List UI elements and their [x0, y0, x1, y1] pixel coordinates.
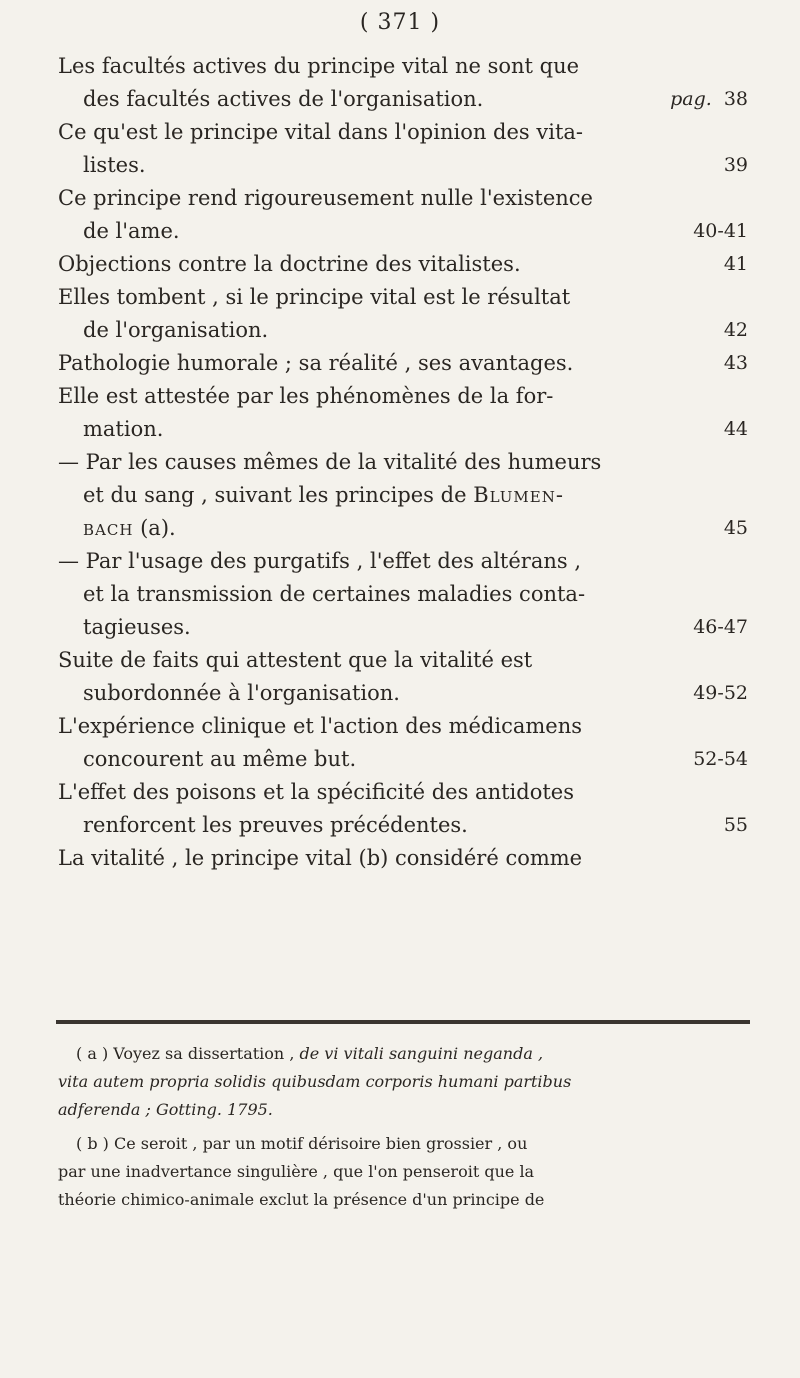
table-of-contents	[58, 50, 748, 875]
footnote-title: adferenda ;	[58, 1100, 151, 1119]
toc-entry	[58, 446, 748, 545]
footnote-title: vita autem propria solidis quibusdam corporis humani partibus	[58, 1072, 572, 1091]
entry-line: tagieuses.	[83, 615, 191, 639]
author-name: bach	[83, 516, 134, 540]
entry-line: subordonnée à l'organisation.	[83, 681, 400, 705]
footnote-text: Ce seroit , par un motif dérisoire bien grossier , ou	[114, 1134, 528, 1153]
footnote-marker: ( a )	[76, 1044, 109, 1063]
toc-entry	[58, 710, 748, 776]
entry-line: Objections contre la doctrine des vitalistes.	[58, 252, 521, 276]
entry-line: Ce qu'est le principe vital dans l'opinion des vita-	[58, 120, 583, 144]
page-ref: 39	[723, 154, 748, 176]
entry-line: Les facultés actives du principe vital ne sont que	[58, 54, 580, 78]
footnote-marker: ( b )	[76, 1134, 109, 1153]
toc-entry	[58, 842, 748, 875]
page-ref: 38	[723, 88, 748, 110]
page-ref: 55	[723, 814, 748, 836]
page-ref: 52-54	[693, 748, 748, 770]
entry-line: Suite de faits qui attestent que la vitalité est	[58, 648, 533, 672]
pag-label: pag.	[670, 88, 712, 110]
entry-line: Ce principe rend rigoureusement nulle l'existence	[58, 186, 593, 210]
footnotes	[58, 1040, 748, 1214]
page-ref: 46-47	[693, 616, 748, 638]
page-ref: 43	[723, 352, 748, 374]
page-ref: 45	[723, 517, 748, 539]
entry-line: — Par les causes mêmes de la vitalité des humeurs	[58, 450, 602, 474]
page-ref: 41	[723, 253, 748, 275]
entry-line: La vitalité , le principe vital (b) considéré comme	[58, 846, 583, 870]
page-number: ( 371 )	[359, 10, 441, 35]
entry-line: de l'ame.	[83, 219, 180, 243]
toc-entry	[58, 281, 748, 347]
entry-line: et la transmission de certaines maladies conta-	[83, 582, 586, 606]
toc-entry	[58, 182, 748, 248]
author-name: Blumen-	[473, 483, 564, 507]
page-ref: 42	[723, 319, 748, 341]
toc-entry	[58, 50, 748, 116]
toc-entry	[58, 380, 748, 446]
entry-line: listes.	[83, 153, 146, 177]
toc-entry	[58, 347, 748, 380]
footnote-year: 1795.	[227, 1100, 273, 1119]
footnote-ref: (a).	[140, 516, 176, 540]
toc-entry	[58, 116, 748, 182]
entry-line: Elle est attestée par les phénomènes de la for-	[58, 384, 554, 408]
toc-entry	[58, 776, 748, 842]
footnote-a	[58, 1040, 748, 1124]
footnote-text: Voyez sa dissertation ,	[113, 1044, 295, 1063]
page-ref: 44	[723, 418, 748, 440]
entry-line: L'effet des poisons et la spécificité des antidotes	[58, 780, 574, 804]
entry-line: concourent au même but.	[83, 747, 357, 771]
footnote-title: de vi vitali sanguini neganda ,	[299, 1044, 544, 1063]
page-ref: 49-52	[693, 682, 748, 704]
entry-line: renforcent les preuves précédentes.	[83, 813, 468, 837]
page-ref: 40-41	[693, 220, 748, 242]
entry-line: — Par l'usage des purgatifs , l'effet des altérans ,	[58, 549, 581, 573]
entry-line: mation.	[83, 417, 164, 441]
toc-entry	[58, 248, 748, 281]
footnote-text: par une inadvertance singulière , que l'on penseroit que la	[58, 1162, 535, 1181]
footnote-text: théorie chimico-animale exclut la présence d'un principe de	[58, 1190, 545, 1209]
entry-line: de l'organisation.	[83, 318, 269, 342]
entry-line: et du sang , suivant les principes de	[83, 483, 467, 507]
footnote-b	[58, 1130, 748, 1214]
entry-line: L'expérience clinique et l'action des médicamens	[58, 714, 582, 738]
footnote-divider	[56, 1020, 750, 1024]
entry-line: Elles tombent , si le principe vital est le résultat	[58, 285, 571, 309]
entry-line: des facultés actives de l'organisation.	[83, 87, 484, 111]
footnote-place: Gotting.	[155, 1100, 222, 1119]
toc-entry	[58, 545, 748, 644]
entry-line: Pathologie humorale ; sa réalité , ses avantages.	[58, 351, 574, 375]
toc-entry	[58, 644, 748, 710]
